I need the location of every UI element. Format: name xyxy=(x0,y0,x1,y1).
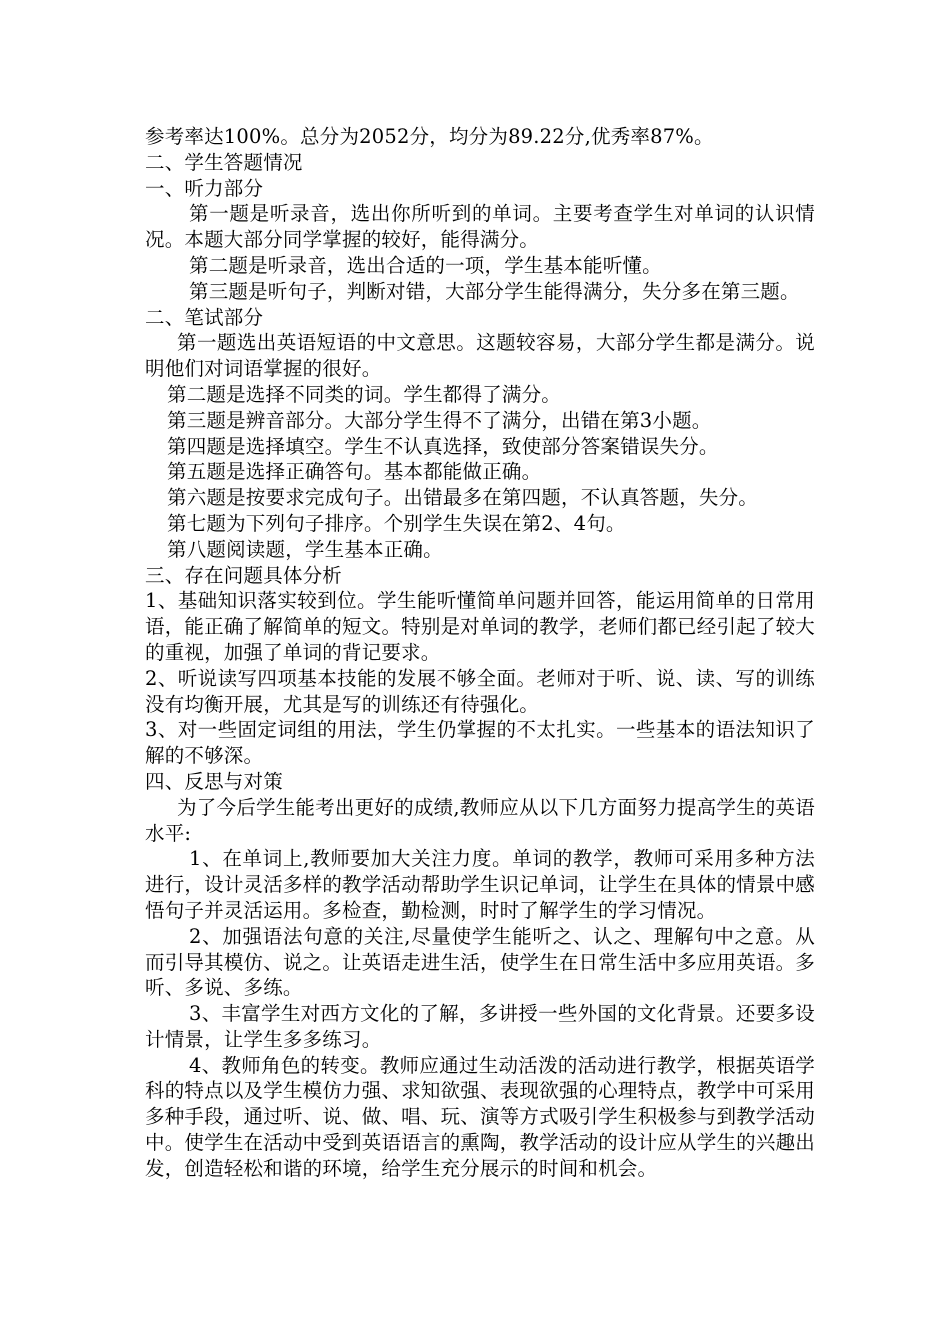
strategy-2-paragraph: 2、加强语法句意的关注,尽量使学生能听之、认之、理解句中之意。从而引导其模仿、说之。让英语走进生活，使学生在日常生活中多应用英语。多听、多说、多练。 xyxy=(145,924,815,1000)
section-heading-reflection: 四、反思与对策 xyxy=(145,769,283,793)
listening-q2-paragraph: 第二题是听录音，选出合适的一项，学生基本能听懂。 xyxy=(189,253,662,277)
reflection-intro-paragraph: 为了今后学生能考出更好的成绩,教师应从以下几方面努力提高学生的英语水平: xyxy=(145,795,815,845)
written-q4-line: 第四题是选择填空。学生不认真选择，致使部分答案错误失分。 xyxy=(167,434,719,458)
strategy-4-paragraph: 4、教师角色的转变。教师应通过生动活泼的活动进行教学，根据英语学科的特点以及学生模仿力强、求知欲强、表现欲强的心理特点，教学中可采用多种手段，通过听、说、做、唱、玩、演等方式吸引学生积极参与到教学活动中。使学生在活动中受到英语语言的熏陶，教学活动的设计应从学生的兴趣出发，创造轻松和谐的环境，给学生充分展示的时间和机会。 xyxy=(145,1053,815,1180)
section-heading-problems: 三、存在问题具体分析 xyxy=(145,563,343,587)
written-q3-line: 第三题是辨音部分。大部分学生得不了满分，出错在第3小题。 xyxy=(167,408,712,432)
written-q1-paragraph: 第一题选出英语短语的中文意思。这题较容易，大部分学生都是满分。说明他们对词语掌握的很好。 xyxy=(145,331,815,381)
strategy-3-paragraph: 3、丰富学生对西方文化的了解，多讲授一些外国的文化背景。还要多设计情景，让学生多多练习。 xyxy=(145,1002,815,1051)
score-summary-line: 参考率达100%。总分为2052分，均分为89.22分,优秀率87%。 xyxy=(145,125,714,148)
written-q5-line: 第五题是选择正确答句。基本都能做正确。 xyxy=(167,460,542,484)
strategy-1-paragraph: 1、在单词上,教师要加大关注力度。单词的教学，教师可采用多种方法进行，设计灵活多样的教学活动帮助学生识记单词，让学生在具体的情景中感悟句子并灵活运用。多检查，勤检测，时时了解学生的学习情况。 xyxy=(145,847,815,922)
written-q7-line: 第七题为下列句子排序。个别学生失误在第2、4句。 xyxy=(167,511,626,535)
written-q6-line: 第六题是按要求完成句子。出错最多在第四题，不认真答题，失分。 xyxy=(167,486,759,510)
written-q2-line: 第二题是选择不同类的词。学生都得了满分。 xyxy=(167,382,562,406)
subheading-listening: 一、听力部分 xyxy=(145,176,264,200)
section-heading-answers: 二、学生答题情况 xyxy=(145,150,303,174)
listening-q3-paragraph: 第三题是听句子，判断对错，大部分学生能得满分，失分多在第三题。 xyxy=(189,279,800,303)
document-body xyxy=(145,124,815,1182)
problem-2-paragraph: 2、听说读写四项基本技能的发展不够全面。老师对于听、说、读、写的训练没有均衡开展，尤其是写的训练还有待强化。 xyxy=(145,666,815,716)
problem-3-paragraph: 3、对一些固定词组的用法，学生仍掌握的不太扎实。一些基本的语法知识了解的不够深。 xyxy=(145,718,815,768)
subheading-written: 二、笔试部分 xyxy=(145,305,264,329)
problem-1-paragraph: 1、基础知识落实较到位。学生能听懂简单问题并回答，能运用简单的日常用语，能正确了解简单的短文。特别是对单词的教学，老师们都已经引起了较大的重视，加强了单词的背记要求。 xyxy=(145,589,815,664)
written-q8-line: 第八题阅读题，学生基本正确。 xyxy=(167,537,443,561)
listening-q1-paragraph: 第一题是听录音，选出你所听到的单词。主要考查学生对单词的认识情况。本题大部分同学掌握的较好，能得满分。 xyxy=(145,202,815,252)
